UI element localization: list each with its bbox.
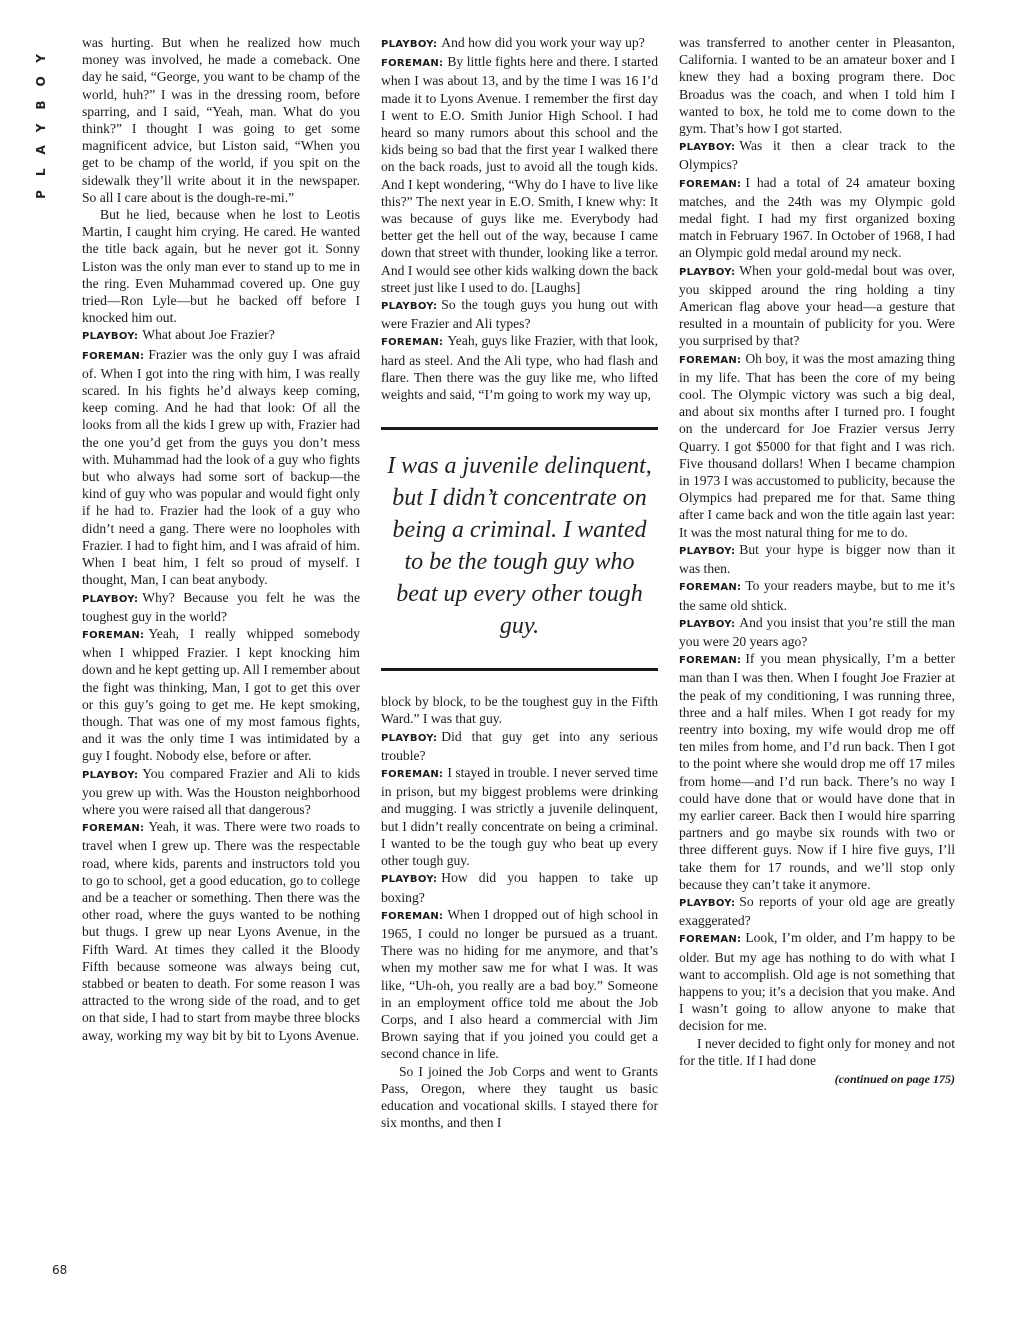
paragraph-text: Yeah, guys like Frazier, with that look, hard as steel. And the Ali type, who had flash and flare. Then there was the guy like me, who lifted weights and said, “I’m going to work my way up, [381,333,658,403]
speaker-label: FOREMAN: [82,629,145,641]
column-3 [679,34,955,1088]
speaker-label: FOREMAN: [82,823,145,835]
speaker-label: FOREMAN: [679,354,742,366]
interview-paragraph [679,893,955,929]
paragraph-text: block by block, to be the toughest guy in the Fifth Ward.” I was that guy. [381,694,658,727]
speaker-label: FOREMAN: [82,350,145,362]
interview-paragraph [82,589,360,625]
paragraph-text: And how did you work your way up? [441,35,645,50]
interview-paragraph [679,174,955,262]
interview-paragraph [381,53,658,296]
interview-paragraph [381,34,658,53]
speaker-label: PLAYBOY: [82,593,139,605]
paragraph-text: So I joined the Job Corps and went to Grants Pass, Oregon, where they taught us basic education and vocational skills. I stayed there for six months, and then I [381,1063,658,1131]
paragraph-text: So reports of your old age are greatly exaggerated? [679,893,955,929]
speaker-label: PLAYBOY: [381,39,438,50]
speaker-label: FOREMAN: [679,655,742,667]
paragraph-text: How did you happen to take up boxing? [381,870,658,905]
interview-paragraph [82,346,360,589]
speaker-label: FOREMAN: [679,934,742,946]
interview-paragraph [381,764,658,869]
interview-paragraph [679,350,955,541]
column-3-body [679,34,955,1069]
paragraph-text: If you mean physically, I’m a better man than I was then. When I fought Joe Frazier at the peak of my conditioning, I was running three, three and a half miles. When I got ready for my reentry into boxing, my wife would drop me off ten miles from home, and I’d run back. Then I got to the point where she would drop me off 17 miles from home—and I’d run back. There’s no way I could have done that or would have done that in my earlier career. Back then I would hire sparring partners and go maybe six rounds with two or three different guys. Now if I hire five guys, I’ll take them for 17 rounds, and we’ll stop only because they can’t take it anymore. [679,651,955,892]
paragraph-text: By little fights here and there. I started when I was about 13, and by the time I was 16 I’d made it to Lyons Avenue. I remember the first day I went to E.O. Smith Junior High School. I had heard so many rumors about this school and the kids being so bad that the first year I walked there on the back roads, just to avoid all the tough kids. And I kept wondering, “Why do I have to live like this?” The next year in E.O. Smith, I knew why: It was because of guys like me. Everybody had better get the hell out of the way, because I came down that street with thunder, looking like a terror. And I would see other kids walking down the back street just like I used to do. [Laughs] [381,54,658,295]
paragraph-text: Look, I’m older, and I’m happy to be older. But my age has nothing to do with what I want to accomplish. Old age is not something that happens to you; it’s a decision that you make. And I wasn’t going to allow anyone to make that decision for me. [679,930,955,1034]
speaker-label: PLAYBOY: [381,732,438,744]
interview-paragraph [679,262,955,350]
speaker-label: PLAYBOY: [679,545,736,557]
paragraph-text: When I dropped out of high school in 1965, I could no longer be pursued as a truant. There was no hiding for me anymore, and that’s when my mother saw me for what I was. It was like, “Uh-oh, you really are a bad boy.” Someone in an employment office told me about the Job Corps, and I also heard a commercial with Jim Brown saying that if you joined you could get a second chance in life. [381,906,658,1062]
speaker-label: PLAYBOY: [82,769,139,781]
paragraph-text: When your gold-medal bout was over, you skipped around the ring holding a tiny American flag above your head—a gesture that resulted in a mountain of publicity for you. Were you surprised by that? [679,262,955,349]
speaker-label: PLAYBOY: [679,618,736,630]
paragraph-text: You compared Frazier and Ali to kids you grew up with. Was the Houston neighborhood where you were raised all that dangerous? [82,765,360,817]
paragraph-text: was transferred to another center in Pleasanton, California. I wanted to be an amateur boxer and I knew they had a boxing program there. Doc Broadus was the coach, and when I told him I wanted to box, he told me to come down to the gym. That’s how I got started. [679,35,955,137]
interview-paragraph [679,34,955,137]
paragraph-text: Was it then a clear track to the Olympics? [679,138,955,173]
paragraph-text: Why? Because you felt he was the toughest guy in the world? [82,589,360,624]
interview-paragraph [679,1035,955,1069]
interview-paragraph [381,869,658,905]
speaker-label: PLAYBOY: [679,142,736,154]
interview-paragraph [82,765,360,819]
speaker-label: FOREMAN: [679,582,742,594]
paragraph-text: I stayed in trouble. I never served time in prison, but my biggest problems were drinking and mugging. I was strictly a juvenile delinquent, but I didn’t really concentrate on being a criminal. I wanted to be the tough guy who beat up every other tough guy. [381,765,658,869]
interview-paragraph [381,728,658,764]
column-1 [82,34,360,1044]
paragraph-text: But he lied, because when he lost to Leotis Martin, I caught him crying. He cared. He wanted the title back again, but he never got it. Sonny Liston was the only man ever to stand up to me in the ring. Even Muhammad covered up. One guy tried—Ron Lyle—but he backed off before I knocked him out. [82,207,360,326]
column-2-top [381,34,658,403]
continued-note: (continued on page 175) [834,1071,955,1086]
page-number: 68 [52,1263,68,1277]
speaker-label: PLAYBOY: [679,897,736,909]
speaker-label: PLAYBOY: [381,301,438,313]
paragraph-text: Frazier was the only guy I was afraid of. When I got into the ring with him, I was really scared. In his fights he’d always keep coming, keep coming. And he had that look: Of all the looks from all the kids I grew up with, Frazier had the one you’d get from the guys you don’t mess with. Muhammad had the look of a guy who fights but who always had some sort of backup—the kind of guy who was popular and would fight only if he had to. Frazier had the look of a guy who didn’t need a gang. There were no loopholes with Frazier. I had to fight him, and I was afraid of him. When I beat him, I felt so proud of myself. I thought, Man, I can beat anybody. [82,346,360,588]
interview-paragraph [679,137,955,173]
interview-paragraph [82,326,360,345]
interview-paragraph [381,693,658,727]
paragraph-text: So the tough guys you hung out with were Frazier and Ali types? [381,297,658,332]
paragraph-text: Yeah, I really whipped somebody when I whipped Frazier. I kept knocking him down and he kept getting up. All I remember about the fight was thinking, Man, I got to get this over or this guy’s going to get me. He kept smoking, though. That was one of my most famous fights, and it was the only time I was intimidated by a guy I fought. Nobody else, before or after. [82,625,360,764]
pull-quote: I was a juvenile delinquent, but I didn’t concentrate on being a criminal. I wanted to be the tough guy who beat up every other tough guy. [381,427,658,671]
paragraph-text: What about Joe Frazier? [142,327,275,343]
speaker-label: PLAYBOY: [381,874,438,886]
speaker-label: FOREMAN: [381,769,444,781]
speaker-label: FOREMAN: [381,58,444,70]
interview-paragraph [679,577,955,613]
speaker-label: FOREMAN: [381,910,444,922]
paragraph-text: And you insist that you’re still the man you were 20 years ago? [679,614,955,649]
interview-paragraph [381,296,658,332]
paragraph-text: Did that guy get into any serious trouble? [381,728,658,763]
interview-paragraph [381,1063,658,1132]
speaker-label: PLAYBOY: [82,331,139,343]
paragraph-text: I had a total of 24 amateur boxing matches, and the 24th was my Olympic gold medal fight. I had my first organized boxing match in February 1967. In October of 1968, I had an Olympic gold medal around my neck. [679,174,955,261]
magazine-logo-vertical: PLAYBOY [34,40,48,199]
interview-paragraph [679,614,955,650]
interview-paragraph [82,625,360,765]
interview-paragraph [679,929,955,1034]
paragraph-text: Oh boy, it was the most amazing thing in my life. That has been the core of my being cool. The Olympic victory was such a big deal, and about six months after I turned pro. I fought on the undercard for Joe Frazier versus Jerry Quarry. I got $5000 for that fight and I was rich. Five thousand dollars! When I became champion in 1973 I was accustomed to publicity, because the Olympics had prepared me for that. Same thing after I came back and won the title again last year: It was the most natural thing for me to do. [679,350,955,540]
paragraph-text: But your hype is bigger now than it was then. [679,541,955,577]
paragraph-text: was hurting. But when he realized how much money was involved, he made a comeback. One day he said, “George, you want to be champ of the world, huh?” I was in the dressing room, before sparring, and I said, “Yeah, man. What do you think?” I thought I was going to get some magnificent advice, but Liston said, “When you get to be champ of the world, if you spit on the sidewalk they’ll write about it in the newspaper. So all I care about is the dough-re-mi.” [82,35,360,205]
interview-paragraph [679,650,955,893]
interview-paragraph [82,818,360,1044]
interview-paragraph [82,206,360,326]
interview-paragraph [679,541,955,577]
interview-paragraph [381,906,658,1063]
speaker-label: FOREMAN: [381,337,444,349]
paragraph-text: To your readers maybe, but to me it’s the same old shtick. [679,578,955,613]
column-2-bottom [381,693,658,1131]
column-2 [381,34,658,1131]
speaker-label: FOREMAN: [679,178,742,190]
interview-paragraph [381,332,658,403]
paragraph-text: I never decided to fight only for money and not for the title. If I had done [679,1035,955,1068]
speaker-label: PLAYBOY: [679,266,736,278]
paragraph-text: Yeah, it was. There were two roads to travel when I grew up. There was the respectable road, where kids, parents and instructors told you to go to school, get a good education, go to college and be a teacher or something. Then there was the other road, where the guys wanted to be nothing but thugs. I grew up near Lyons Avenue, in the Fifth Ward. At times they called it the Bloody Fifth because someone was always being cut, stabbed or beaten to death. For some reason I was attracted to the wrong side of the road, and to get on that side, I had to start from maybe three blocks away, working my way bit by bit to Lyons Avenue. [82,819,360,1043]
interview-paragraph [82,34,360,206]
